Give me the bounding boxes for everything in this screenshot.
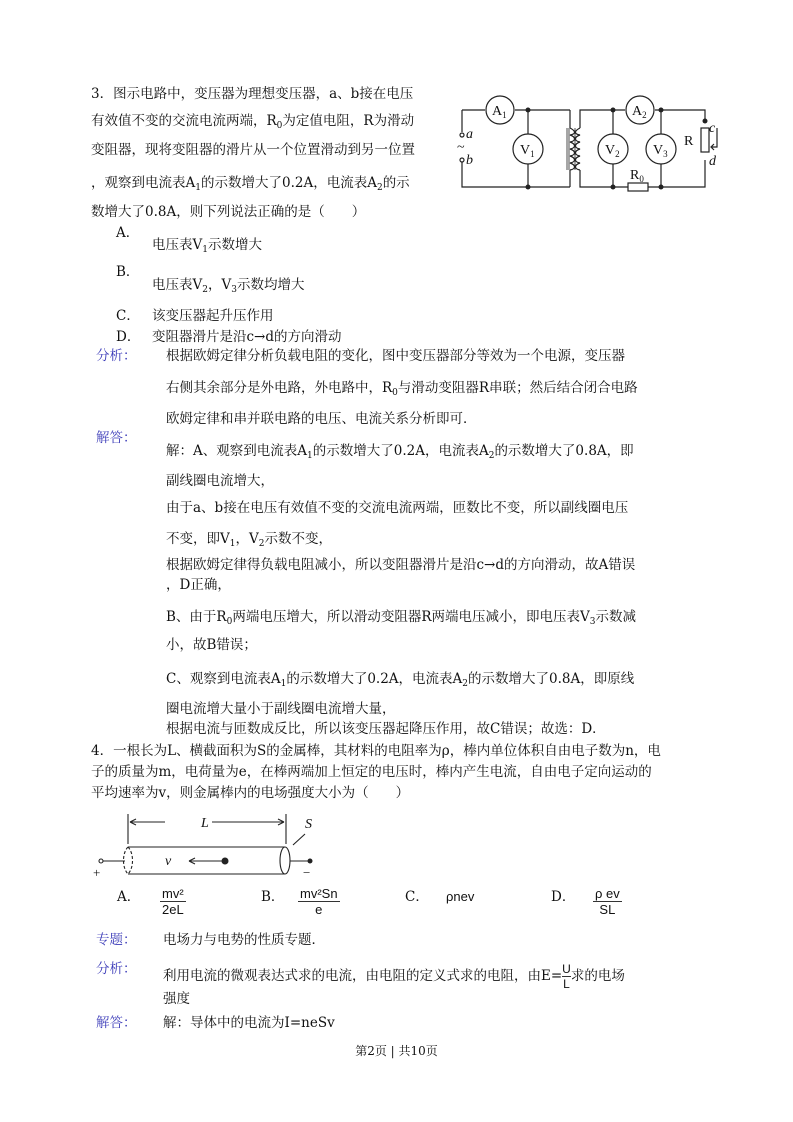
- subscript: 0: [276, 121, 283, 131]
- question-text-line: [91, 174, 410, 192]
- question-text-line: [91, 742, 661, 760]
- q3-option-a-letter: A．: [116, 225, 140, 241]
- text-run: 为定值电阻，R为滑动: [282, 113, 415, 129]
- text-run: 不变，即V: [166, 531, 230, 547]
- option-letter: C．: [405, 889, 429, 905]
- subscript: 3: [589, 617, 596, 627]
- text-run: ，V: [235, 531, 259, 547]
- text-run: 变阻器滑片是沿c→d的方向滑动: [152, 329, 342, 345]
- question-text-line: [91, 784, 409, 802]
- analysis-line: [166, 379, 638, 397]
- subscript: 2: [258, 539, 265, 549]
- answer-label: 解答：: [96, 1015, 137, 1031]
- text-run: 根据电流与匝数成反比，所以该变压器起降压作用，故C错误；故选：D．: [166, 721, 606, 737]
- text-run: 副线圈电流增大，: [166, 473, 274, 489]
- text-run: 4．一根长为L、横截面积为S的金属棒，其材料的电阻率为ρ，棒内单位体积自由电子数为n，电: [91, 743, 661, 759]
- answer-line: [166, 530, 332, 548]
- svg-text:b: b: [466, 153, 473, 168]
- option-letter: A．: [117, 889, 141, 905]
- analysis-label: 分析：: [96, 961, 137, 977]
- subscript: 1: [195, 183, 201, 193]
- svg-text:d: d: [709, 154, 716, 169]
- svg-text:+: +: [93, 865, 101, 880]
- analysis-text-cont: 强度: [163, 991, 190, 1007]
- text-run: 电压表V: [152, 237, 203, 253]
- answer-label: 解答：: [96, 430, 137, 446]
- text-run: 示数增大: [207, 237, 262, 253]
- fraction-u-over-l: $\frac{U}{L}$: [562, 962, 571, 991]
- text-run: 电压表V: [152, 277, 203, 293]
- option-letter: B．: [261, 889, 285, 905]
- subscript: 3: [231, 285, 237, 295]
- svg-text:v: v: [165, 854, 172, 869]
- svg-text:S: S: [305, 817, 312, 832]
- subscript: 1: [202, 245, 208, 255]
- answer-line: [166, 720, 606, 738]
- analysis-line: [166, 410, 477, 428]
- answer-line: [166, 556, 635, 574]
- question-text-line: [91, 112, 414, 130]
- svg-text:L: L: [201, 816, 209, 831]
- svg-text:R0: $R_0$: [630, 168, 644, 184]
- text-run: 右侧其余部分是外电路，外电路中，R: [166, 380, 393, 396]
- text-run: 示数不变，: [264, 531, 332, 547]
- circuit-diagram: [450, 90, 730, 200]
- text-run: 两端电压增大，所以滑动变阻器R两端电压减小，即电压表V: [232, 609, 590, 625]
- text-run: 示数减: [595, 609, 636, 625]
- text-run: 解：A、观察到电流表A: [166, 443, 307, 459]
- option-formula: $\frac{\text{mv²Sn}}{e}$: [300, 886, 338, 917]
- svg-text:c: c: [709, 121, 716, 136]
- text-run: 该变压器起升压作用: [152, 308, 274, 324]
- svg-text:a: a: [466, 127, 473, 142]
- svg-text:A1: $A_1$: [492, 104, 507, 120]
- subscript: 1: [280, 679, 287, 689]
- topic-text: 电场力与电势的性质专题．: [163, 932, 325, 948]
- text-run: 的示数增大了0.2A，电流表A: [200, 175, 377, 191]
- svg-text:V2: $V_2$: [605, 143, 620, 159]
- option-formula: $\frac{\text{ρ ev}}{SL}$: [595, 886, 620, 917]
- q3-option-b-text: [152, 276, 304, 294]
- text-run: ，D正确，: [166, 577, 231, 593]
- text-run: 根据欧姆定律分析负载电阻的变化，图中变压器部分等效为一个电源，变压器: [166, 348, 625, 364]
- option-formula: ρnev: [446, 889, 475, 904]
- topic-label: 专题：: [96, 932, 137, 948]
- answer-line: [166, 670, 634, 688]
- question-text-line: [91, 141, 415, 159]
- metal-rod-figure: [85, 812, 325, 882]
- answer-text: 解：导体中的电流为I=neSv: [163, 1015, 335, 1031]
- option-formula: $\frac{\text{mv²}}{2eL}$: [161, 886, 184, 917]
- subscript: 0: [226, 617, 233, 627]
- q3-option-c-text: [152, 307, 274, 325]
- q3-option-c-letter: C．: [116, 308, 140, 324]
- text-run: 有效值不变的交流电流两端，R: [91, 113, 277, 129]
- text-run: 数增大了0.8A，则下列说法正确的是（ ）: [91, 204, 366, 220]
- analysis-label: 分析：: [96, 348, 137, 364]
- text-run: 小，故B错误；: [166, 637, 257, 653]
- text-run: 的示数增大了0.8A，即: [494, 443, 634, 459]
- q3-option-b-letter: B．: [116, 264, 140, 280]
- subscript: 1: [229, 539, 236, 549]
- answer-line: [166, 499, 628, 517]
- svg-text:V1: $V_1$: [520, 143, 535, 159]
- answer-line: [166, 576, 231, 594]
- subscript: 2: [202, 285, 208, 295]
- question-text-line: [91, 763, 652, 781]
- svg-text:−: −: [303, 865, 311, 880]
- analysis-line: [166, 347, 625, 365]
- answer-line: [166, 700, 396, 718]
- text-run: 示数均增大: [236, 277, 305, 293]
- text-run: ，V: [207, 277, 232, 293]
- text-run: 根据欧姆定律得负载电阻减小，所以变阻器滑片是沿c→d的方向滑动，故A错误: [166, 557, 636, 573]
- q3-option-a-text: [152, 236, 262, 254]
- subscript: 0: [392, 388, 398, 398]
- text-run: 欧姆定律和串并联电路的电压、电流关系分析即可．: [166, 411, 477, 427]
- text-run: 与滑动变阻器R串联；然后结合闭合电路: [397, 380, 638, 396]
- text-run: 3．图示电路中，变压器为理想变压器，a、b接在电压: [91, 86, 414, 102]
- subscript: 1: [307, 451, 313, 461]
- answer-line: [166, 636, 257, 654]
- text-run: 平均速率为v，则金属棒内的电场强度大小为（ ）: [91, 785, 410, 801]
- option-letter: D．: [551, 889, 576, 905]
- question-text-line: [91, 85, 413, 103]
- text-run: 的示数增大了0.8A，即原线: [468, 671, 635, 687]
- text-run: 的示数增大了0.2A，电流表A: [312, 443, 489, 459]
- text-run: 的示: [382, 175, 410, 191]
- text-run: 由于a、b接在电压有效值不变的交流电流两端，匝数比不变，所以副线圈电压: [166, 500, 629, 516]
- text-run: 变阻器，现将变阻器的滑片从一个位置滑动到另一位置: [91, 142, 415, 158]
- text-run: ，观察到电流表A: [91, 175, 196, 191]
- svg-text:A2: $A_2$: [632, 104, 647, 120]
- subscript: 2: [488, 451, 495, 461]
- page-footer: 第2页 | 共10页: [355, 1044, 438, 1058]
- text-run: 圈电流增大量小于副线圈电流增大量，: [166, 701, 396, 717]
- svg-text:V3: $V_3$: [653, 143, 668, 159]
- text-run: C、观察到电流表A: [166, 671, 281, 687]
- q3-option-d-letter: D．: [116, 329, 141, 345]
- question-text-line: [91, 203, 365, 221]
- answer-line: [166, 608, 636, 626]
- analysis-text: 利用电流的微观表达式求的电流，由电阻的定义式求的电阻，由E= $\frac{U}{L}$ 求的电场: [163, 962, 625, 991]
- svg-text:~: ~: [457, 140, 465, 155]
- text-run: 子的质量为m，电荷量为e，在棒两端加上恒定的电压时，棒内产生电流，自由电子定向运动的: [91, 764, 652, 780]
- subscript: 2: [376, 183, 383, 193]
- svg-text:R: R: [684, 134, 694, 149]
- text-run: B、由于R: [166, 609, 227, 625]
- answer-line: [166, 472, 274, 490]
- text-run: 的示数增大了0.2A，电流表A: [286, 671, 463, 687]
- answer-line: [166, 442, 634, 460]
- q3-option-d-text: [152, 328, 342, 346]
- subscript: 2: [462, 679, 469, 689]
